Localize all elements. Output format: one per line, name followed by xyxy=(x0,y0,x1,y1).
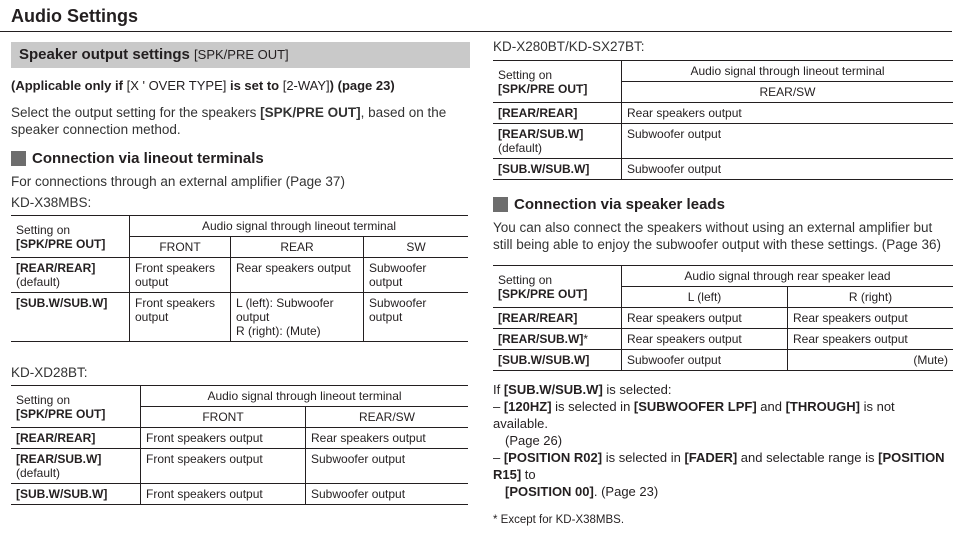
cell-rear-sw: Subwoofer output xyxy=(306,484,469,505)
applicable-mid: is set to xyxy=(226,78,283,93)
col-left: L (left) xyxy=(622,287,788,308)
table-row xyxy=(11,293,468,342)
cell-front: Front speakers output xyxy=(141,449,306,484)
cell-left: Rear speakers output xyxy=(622,308,788,329)
col-sw: SW xyxy=(364,237,469,258)
setting-code: [SPK/PRE OUT] xyxy=(498,286,588,301)
note-2 xyxy=(493,449,953,483)
setting-value: [SUB.W/SUB.W] xyxy=(498,162,590,176)
col-rear-sw: REAR/SW xyxy=(306,407,469,428)
cell-left: Rear speakers output xyxy=(622,329,788,350)
note-text: and selectable range is xyxy=(737,450,879,465)
setting-cell xyxy=(493,308,622,329)
col-front: FRONT xyxy=(141,407,306,428)
square-bullet-icon xyxy=(493,197,508,212)
footnote: * Except for KD-X38MBS. xyxy=(493,514,625,526)
setting-code: [SPK/PRE OUT] xyxy=(16,236,106,251)
right-column xyxy=(493,38,953,526)
setting-cell xyxy=(493,329,622,350)
setting-suffix: (default) xyxy=(16,466,61,480)
table-row xyxy=(493,329,953,350)
table-x38mbs xyxy=(11,215,468,342)
model-b-label: KD-XD28BT: xyxy=(11,365,88,380)
cell-sw: Subwoofer output xyxy=(364,258,469,293)
setting-code: [SPK/PRE OUT] xyxy=(498,81,588,96)
table-row xyxy=(11,484,468,505)
table-row xyxy=(493,159,953,180)
applicable-prefix: (Applicable only if xyxy=(11,78,127,93)
cell-front: Front speakers output xyxy=(130,258,231,293)
setting-value: [REAR/SUB.W] xyxy=(498,332,584,346)
leads-heading xyxy=(493,196,953,213)
applicable-cond2: [2-WAY] xyxy=(282,78,330,93)
note-text: . (Page 23) xyxy=(593,484,659,499)
lineout-heading xyxy=(11,150,470,167)
setting-value: [REAR/REAR] xyxy=(498,311,578,325)
cell-front: Front speakers output xyxy=(141,428,306,449)
setting-suffix: (default) xyxy=(16,275,61,289)
setting-code: [SPK/PRE OUT] xyxy=(16,406,106,421)
col-rear: REAR xyxy=(231,237,364,258)
applicable-suffix: ) (page 23) xyxy=(329,78,395,93)
setting-value: [REAR/REAR] xyxy=(498,106,578,120)
setting-cell xyxy=(11,484,141,505)
setting-cell xyxy=(493,103,622,124)
setting-suffix: * xyxy=(583,332,588,346)
section-title: Speaker output settings xyxy=(19,46,190,63)
table-x280bt xyxy=(493,60,953,180)
note-text: is selected in xyxy=(602,450,685,465)
notes-intro-b: is selected: xyxy=(602,382,672,397)
setting-label: Setting on xyxy=(498,272,553,287)
cell-front: Front speakers output xyxy=(141,484,306,505)
note-text: and xyxy=(756,399,786,414)
note-text: is selected in xyxy=(551,399,634,414)
note-code: [POSITION 00] xyxy=(505,484,594,499)
note-code: [THROUGH] xyxy=(785,399,860,414)
lineout-heading-text: Connection via lineout terminals xyxy=(32,150,264,167)
table-row xyxy=(493,103,953,124)
col-front: FRONT xyxy=(130,237,231,258)
note-dash: – xyxy=(493,450,504,465)
cell-front: Front speakers output xyxy=(130,293,231,342)
setting-header xyxy=(493,61,622,103)
lineout-desc: For connections through an external amplifier (Page 37) xyxy=(11,174,345,189)
intro-a: Select the output setting for the speakers xyxy=(11,105,261,120)
group-header: Audio signal through lineout terminal xyxy=(141,386,469,407)
setting-cell xyxy=(11,293,130,342)
setting-cell xyxy=(493,159,622,180)
leads-desc: You can also connect the speakers without using an external amplifier but still being able to enjoy the subwoofer output with these settings. (Page 36) xyxy=(493,220,942,252)
table-row xyxy=(11,258,468,293)
notes-intro-a: If xyxy=(493,382,504,397)
setting-header xyxy=(493,266,622,308)
cell-rear: Rear speakers output xyxy=(231,258,364,293)
cell-sw: Subwoofer output xyxy=(364,293,469,342)
table-row xyxy=(11,449,468,484)
cell-rear-sw: Subwoofer output xyxy=(622,159,954,180)
table-row xyxy=(493,308,953,329)
intro-text xyxy=(11,104,470,138)
applicable-cond1: [X ' OVER TYPE] xyxy=(126,78,227,93)
cell-rear-line2: R (right): (Mute) xyxy=(236,324,321,338)
intro-code: [SPK/PRE OUT] xyxy=(260,105,361,120)
col-right: R (right) xyxy=(788,287,954,308)
note-text: is not available. xyxy=(493,399,895,431)
cell-rear xyxy=(231,293,364,342)
note-1-page: (Page 26) xyxy=(505,433,563,448)
cell-rear-sw: Subwoofer output xyxy=(622,124,954,159)
section-header xyxy=(11,42,470,68)
setting-value: [SUB.W/SUB.W] xyxy=(16,296,108,310)
note-2-cont xyxy=(493,483,953,500)
note-1 xyxy=(493,398,953,432)
notes-intro xyxy=(493,381,953,398)
setting-cell xyxy=(11,258,130,293)
note-text: to xyxy=(521,467,536,482)
title-divider xyxy=(0,31,952,32)
note-code: [FADER] xyxy=(684,450,738,465)
table-row xyxy=(493,124,953,159)
setting-suffix: (default) xyxy=(498,141,543,155)
setting-header xyxy=(11,216,130,258)
group-header: Audio signal through lineout terminal xyxy=(130,216,469,237)
cell-right: Rear speakers output xyxy=(788,329,954,350)
setting-cell xyxy=(493,124,622,159)
leads-heading-text: Connection via speaker leads xyxy=(514,196,725,213)
group-header: Audio signal through rear speaker lead xyxy=(622,266,954,287)
note-code: [POSITION R15] xyxy=(493,450,945,482)
col-rear-sw: REAR/SW xyxy=(622,82,954,103)
note-code: [SUBWOOFER LPF] xyxy=(633,399,757,414)
model-a-label: KD-X38MBS: xyxy=(11,195,92,210)
model-c-label: KD-X280BT/KD-SX27BT: xyxy=(493,39,645,54)
cell-right: (Mute) xyxy=(788,350,954,371)
note-code: [POSITION R02] xyxy=(503,450,603,465)
page-title: Audio Settings xyxy=(11,6,138,26)
note-dash: – xyxy=(493,399,504,414)
cell-rear-sw: Subwoofer output xyxy=(306,449,469,484)
cell-rear-line1: L (left): Subwoofer output xyxy=(236,296,334,324)
cell-left: Subwoofer output xyxy=(622,350,788,371)
table-row xyxy=(11,428,468,449)
square-bullet-icon xyxy=(11,151,26,166)
setting-header xyxy=(11,386,141,428)
setting-value: [REAR/SUB.W] xyxy=(498,127,584,141)
setting-cell xyxy=(11,428,141,449)
setting-cell xyxy=(11,449,141,484)
notes-intro-code: [SUB.W/SUB.W] xyxy=(503,382,603,397)
setting-value: [REAR/REAR] xyxy=(16,431,96,445)
table-speaker-leads xyxy=(493,265,953,371)
applicable-note xyxy=(11,77,470,94)
section-code: [SPK/PRE OUT] xyxy=(194,47,289,62)
setting-value: [REAR/SUB.W] xyxy=(16,452,102,466)
table-row xyxy=(493,350,953,371)
cell-right: Rear speakers output xyxy=(788,308,954,329)
setting-label: Setting on xyxy=(16,392,71,407)
setting-value: [SUB.W/SUB.W] xyxy=(498,353,590,367)
cell-rear-sw: Rear speakers output xyxy=(622,103,954,124)
cell-rear-sw: Rear speakers output xyxy=(306,428,469,449)
setting-label: Setting on xyxy=(16,222,71,237)
notes-block xyxy=(493,381,953,500)
intro-b: , based on the speaker connection method. xyxy=(11,105,447,137)
note-code: [120HZ] xyxy=(503,399,552,414)
group-header: Audio signal through lineout terminal xyxy=(622,61,954,82)
table-xd28bt xyxy=(11,385,468,505)
left-column xyxy=(11,42,470,505)
setting-label: Setting on xyxy=(498,67,553,82)
setting-cell xyxy=(493,350,622,371)
setting-value: [REAR/REAR] xyxy=(16,261,96,275)
setting-value: [SUB.W/SUB.W] xyxy=(16,487,108,501)
